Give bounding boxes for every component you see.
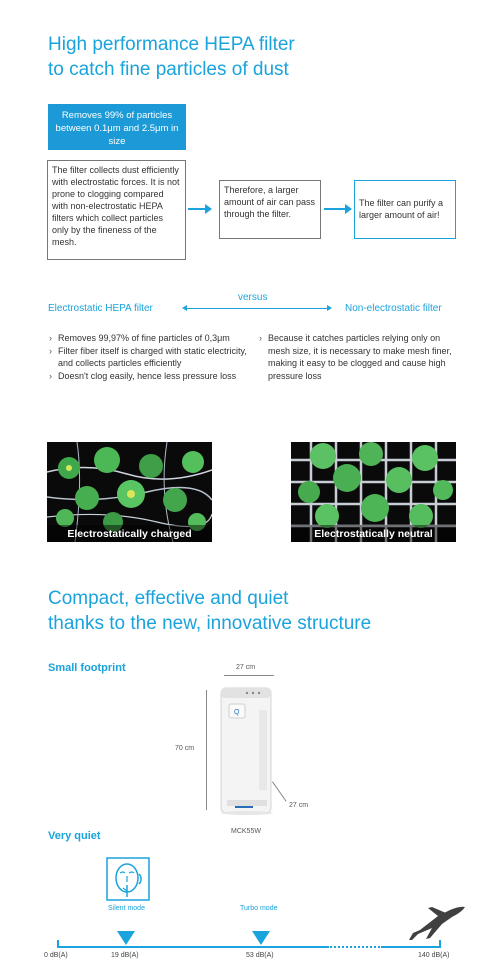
section-title-line1: High performance HEPA filter	[48, 34, 295, 55]
silent-mode-label: Silent mode	[108, 905, 145, 912]
left-point: › Doesn't clog easily, hence less pressure loss	[48, 370, 248, 383]
scale-label-19: 19 dB(A)	[111, 952, 139, 959]
right-title: Non-electrostatic filter	[345, 303, 442, 314]
versus-arrow	[182, 305, 332, 311]
flow-arrow-1	[188, 204, 212, 214]
flow-step-3-text: The filter can purify a larger amount of air!	[359, 198, 444, 220]
flow-arrow-2	[324, 204, 352, 214]
photo-electrostatic-neutral	[291, 442, 456, 542]
model-label: MCK55W	[231, 828, 261, 835]
highlight-box	[48, 104, 186, 150]
turbo-mode-label: Turbo mode	[240, 905, 278, 912]
scale-tick-start	[57, 940, 59, 948]
height-label: 70 cm	[175, 745, 195, 752]
height-dimension-line	[206, 690, 207, 810]
airplane-icon	[402, 902, 468, 942]
caption-charged: Electrostatically charged	[67, 528, 192, 540]
section-title-compact	[48, 586, 371, 636]
db-scale	[57, 944, 441, 950]
flow-step-1-text: The filter collects dust efficiently with electrostatic forces. It is not prone to clogging compared with non-electrostatic HEPA filters which collect particles only by the fineness of the mesh.	[52, 165, 180, 247]
scale-line-dotted	[327, 946, 383, 948]
section-title-line2: thanks to the new, innovative structure	[48, 613, 372, 634]
scale-label-140: 140 dB(A)	[418, 952, 450, 959]
section-title-line1: Compact, effective and quiet	[48, 588, 289, 609]
section-title-hepa	[48, 32, 295, 82]
caption-neutral: Electrostatically neutral	[314, 528, 433, 540]
scale-line-solid	[57, 946, 327, 948]
left-points	[48, 332, 248, 382]
quiet-title: Very quiet	[48, 830, 101, 842]
down-triangle-icon	[117, 931, 135, 945]
left-point: › Filter fiber itself is charged with static electricity, and collects particles efficiently	[48, 345, 248, 370]
left-title: Electrostatic HEPA filter	[48, 303, 153, 314]
scale-tick-end	[439, 940, 441, 948]
scale-label-53: 53 dB(A)	[246, 952, 274, 959]
footprint-title: Small footprint	[48, 662, 126, 674]
left-point: › Removes 99,97% of fine particles of 0,3μm	[48, 332, 248, 345]
right-point: › Because it catches particles relying only on mesh size, it is necessary to make mesh finer, making it easy to be clogged and cause high pressure loss	[258, 332, 458, 382]
depth-label: 27 cm	[289, 802, 309, 809]
photo-electrostatic-charged	[47, 442, 212, 542]
scale-line-end	[383, 946, 441, 948]
section-title-line2: to catch fine particles of dust	[48, 59, 289, 80]
versus-label: versus	[238, 292, 268, 303]
svg-text:Q: Q	[234, 709, 240, 716]
flow-step-2	[219, 180, 321, 239]
flow-step-2-text: Therefore, a larger amount of air can pass through the filter.	[224, 185, 316, 219]
purifier-image	[219, 680, 277, 815]
purifier-illustration	[219, 680, 277, 815]
face-icon	[106, 857, 150, 901]
width-dimension-line	[224, 675, 274, 676]
width-label: 27 cm	[236, 664, 256, 671]
highlight-text: Removes 99% of particles between 0.1μm and 2.5μm in size	[55, 110, 179, 147]
flow-step-1	[47, 160, 186, 260]
scale-label-0: 0 dB(A)	[44, 952, 68, 959]
right-points	[258, 332, 458, 382]
flow-step-3	[354, 180, 456, 239]
down-triangle-icon	[252, 931, 270, 945]
